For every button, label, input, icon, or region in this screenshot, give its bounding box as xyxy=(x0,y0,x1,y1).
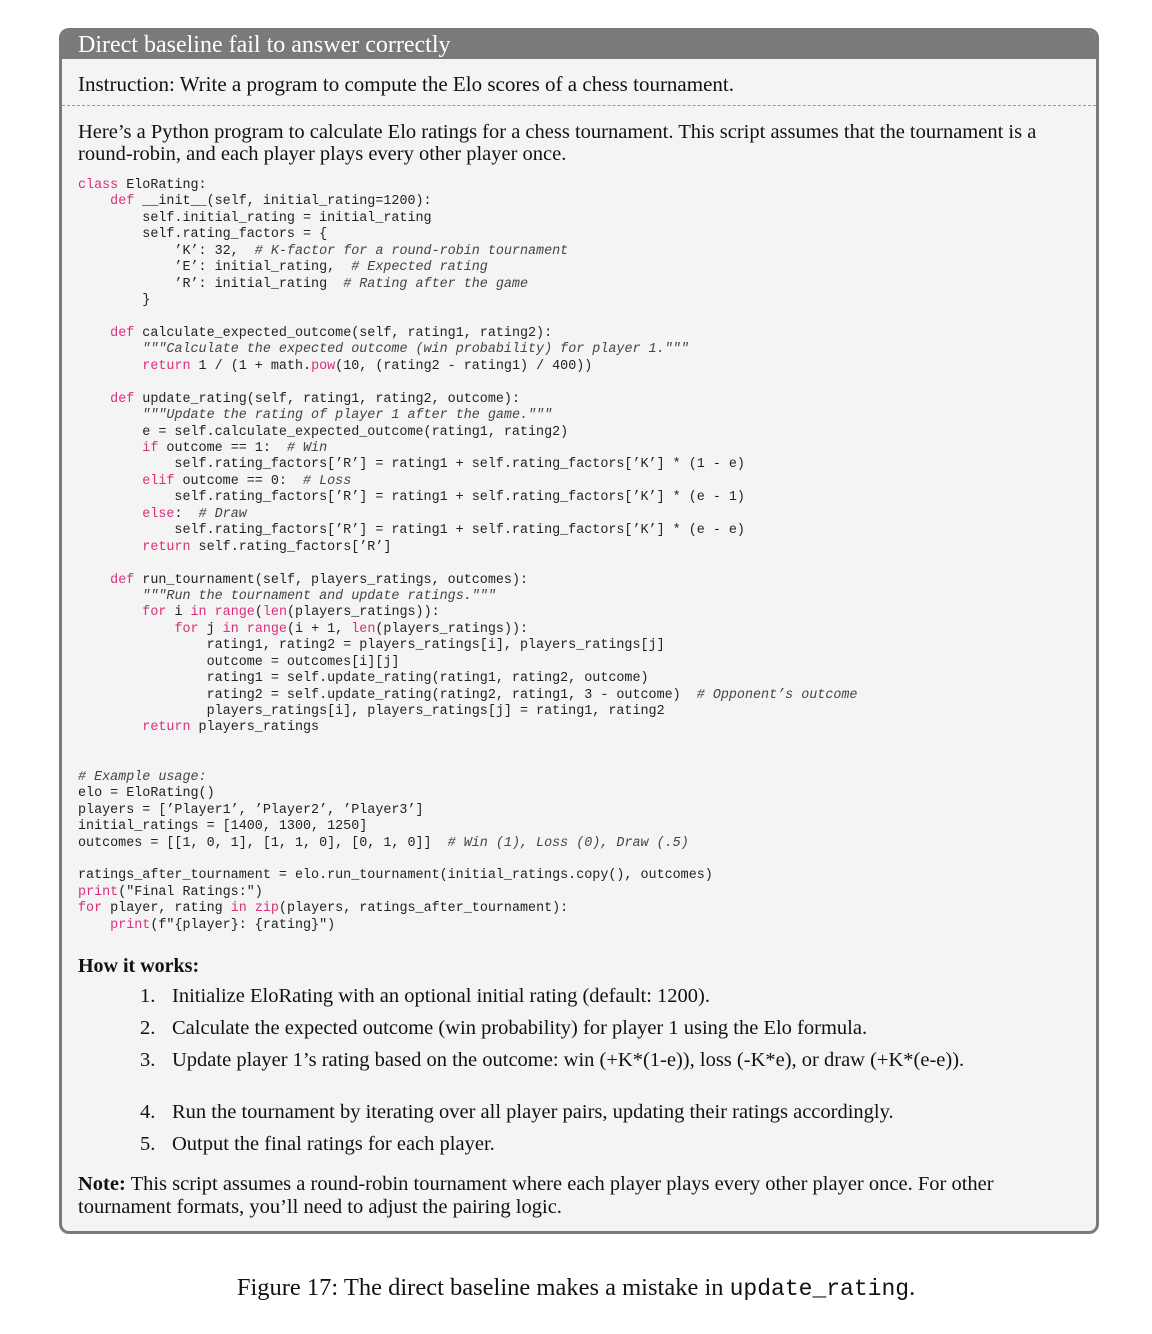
code-line: """Update the rating of player 1 after the game.""" xyxy=(142,408,553,424)
list-item xyxy=(78,986,1088,1008)
code-line: ’K’: 32, # K-factor for a round-robin tournament xyxy=(78,243,569,259)
code-block xyxy=(78,178,857,934)
code-line: elif outcome == 0: # Loss xyxy=(142,473,352,489)
code-line: return 1 / (1 + math.pow(10, (rating2 - rating1) / 400)) xyxy=(142,358,593,374)
code-line xyxy=(78,753,857,769)
code-line: def run_tournament(self, players_ratings, outcomes): xyxy=(110,572,529,588)
code-line: # Example usage: xyxy=(78,769,207,785)
step-number: 3. xyxy=(140,1049,156,1071)
list-item xyxy=(78,1018,1088,1040)
code-line: def update_rating(self, rating1, rating2, outcome): xyxy=(110,391,520,407)
step-number: 4. xyxy=(140,1101,156,1123)
caption-code: update_rating xyxy=(729,1276,910,1302)
code-line: for j in range(i + 1, len(players_ratings)): xyxy=(174,621,529,637)
code-line: } xyxy=(78,293,151,309)
note-label: Note: xyxy=(78,1173,126,1195)
note-text: This script assumes a round-robin tournament where each player plays every other player once. For other tournament formats, you’ll need to adjust the pairing logic. xyxy=(78,1173,994,1218)
code-line: elo = EloRating() xyxy=(78,786,215,802)
caption-text: Figure 17: The direct baseline makes a mistake in xyxy=(236,1274,730,1301)
code-line: outcome = outcomes[i][j] xyxy=(78,654,400,670)
note-paragraph xyxy=(78,1173,1088,1219)
code-line: e = self.calculate_expected_outcome(rating1, rating2) xyxy=(78,424,569,440)
step-number: 2. xyxy=(140,1017,156,1039)
example-box xyxy=(59,28,1099,1234)
code-line: ’R’: initial_rating # Rating after the game xyxy=(78,276,529,292)
code-line: rating1, rating2 = players_ratings[i], players_ratings[j] xyxy=(78,638,665,654)
code-line: for i in range(len(players_ratings)): xyxy=(142,605,440,621)
how-it-works-heading: How it works: xyxy=(78,955,200,977)
intro-paragraph: Here’s a Python program to calculate Elo ratings for a chess tournament. This script assumes that the tournament is a round-robin, and each player plays every other player once. xyxy=(78,121,1037,165)
code-line: initial_ratings = [1400, 1300, 1250] xyxy=(78,819,368,835)
code-line: players_ratings[i], players_ratings[j] = rating1, rating2 xyxy=(78,704,665,719)
code-line xyxy=(78,375,857,391)
code-line: outcomes = [[1, 0, 1], [1, 1, 0], [0, 1, 0]] # Win (1), Loss (0), Draw (.5) xyxy=(78,835,689,851)
code-line: self.rating_factors = { xyxy=(78,227,328,243)
dashed-divider xyxy=(62,105,1096,106)
box-title: Direct baseline fail to answer correctly xyxy=(62,31,1096,59)
code-line: else: # Draw xyxy=(142,506,247,522)
figure-caption xyxy=(0,1274,1152,1302)
caption-end: . xyxy=(909,1274,916,1301)
instruction-text: Instruction: Write a program to compute the Elo scores of a chess tournament. xyxy=(78,72,734,96)
code-line: print(f"{player}: {rating}") xyxy=(110,917,336,933)
steps-list xyxy=(78,986,1088,1156)
code-line: if outcome == 1: # Win xyxy=(142,441,328,456)
list-item xyxy=(78,1102,1088,1124)
code-line xyxy=(78,556,857,572)
code-line: for player, rating in zip(players, ratings_after_tournament): xyxy=(78,901,569,917)
code-line xyxy=(78,852,857,868)
step-number: 1. xyxy=(140,985,156,1007)
step-text: Initialize EloRating with an optional initial rating (default: 1200). xyxy=(172,985,710,1007)
step-text: Run the tournament by iterating over all player pairs, updating their ratings accordingly. xyxy=(172,1101,894,1123)
code-line: players = [’Player1’, ’Player2’, ’Player3’] xyxy=(78,802,424,818)
list-item xyxy=(78,1050,1088,1092)
code-line: self.rating_factors[’R’] = rating1 + self.rating_factors[’K’] * (e - 1) xyxy=(78,490,745,506)
code-line: print("Final Ratings:") xyxy=(78,884,263,900)
code-line: self.rating_factors[’R’] = rating1 + self.rating_factors[’K’] * (1 - e) xyxy=(78,457,745,473)
step-text: Output the final ratings for each player. xyxy=(172,1133,495,1155)
code-line: return players_ratings xyxy=(142,720,320,736)
code-line: return self.rating_factors[’R’] xyxy=(142,539,392,555)
step-text: Update player 1’s rating based on the outcome: win (+K*(1-e)), loss (-K*e), or draw (+K*(e-e)). xyxy=(172,1049,965,1071)
step-number: 5. xyxy=(140,1133,156,1155)
code-line: ratings_after_tournament = elo.run_tournament(initial_ratings.copy(), outcomes) xyxy=(78,868,713,884)
code-line: """Run the tournament and update ratings.""" xyxy=(142,588,496,604)
code-line: ’E’: initial_rating, # Expected rating xyxy=(78,260,488,276)
code-line: def calculate_expected_outcome(self, rating1, rating2): xyxy=(110,325,553,341)
code-line: """Calculate the expected outcome (win probability) for player 1.""" xyxy=(142,342,689,358)
code-line: rating2 = self.update_rating(rating2, rating1, 3 - outcome) # Opponent’s outcome xyxy=(78,687,858,703)
code-line: rating1 = self.update_rating(rating1, rating2, outcome) xyxy=(78,671,649,687)
code-line: class EloRating: xyxy=(78,178,207,193)
code-line xyxy=(78,310,857,326)
step-text: Calculate the expected outcome (win probability) for player 1 using the Elo formula. xyxy=(172,1017,868,1039)
code-line: self.initial_rating = initial_rating xyxy=(78,210,432,226)
code-line: def __init__(self, initial_rating=1200): xyxy=(110,194,432,210)
code-line xyxy=(78,737,857,753)
code-line: self.rating_factors[’R’] = rating1 + self.rating_factors[’K’] * (e - e) xyxy=(78,523,745,539)
list-item xyxy=(78,1134,1088,1156)
